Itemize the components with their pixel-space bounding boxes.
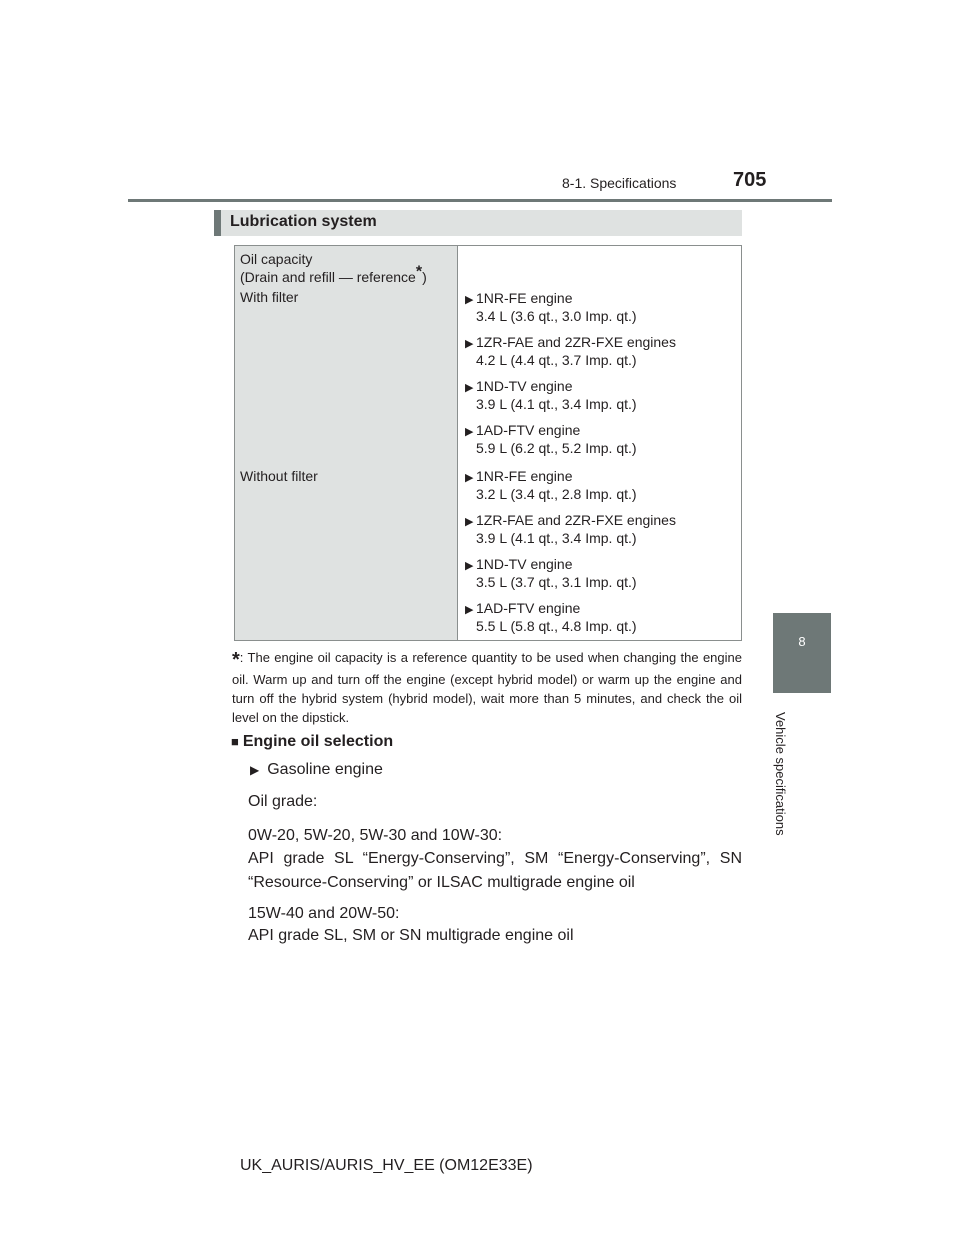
header-rule: [128, 199, 832, 202]
arrow-icon: ▶: [465, 338, 474, 350]
grade2-viscosity: 15W-40 and 20W-50:: [248, 905, 400, 922]
oil-capacity-label: Oil capacity: [240, 251, 313, 267]
table-label-column: [235, 246, 458, 640]
arrow-icon: ▶: [250, 763, 260, 777]
without-filter-label: Without filter: [240, 468, 318, 484]
footer-doc-id: UK_AURIS/AURIS_HV_EE (OM12E33E): [240, 1157, 533, 1174]
chapter-tab-label-text: Vehicle specifications: [773, 712, 788, 836]
arrow-icon: ▶: [465, 604, 474, 616]
arrow-icon: ▶: [465, 560, 474, 572]
arrow-icon: ▶: [465, 294, 474, 306]
section-header-bar: [214, 210, 221, 236]
bullet-icon: ■: [231, 734, 239, 749]
section-header: [214, 210, 742, 236]
footnote-text: : The engine oil capacity is a reference quantity to be used when changing the engine oil. Warm up and turn off the engine (except hybrid model) or warm up the engine and turn off the hybrid system (hybrid model), wait more than 5 minutes, and check the oil level on the dipstick.: [232, 650, 742, 725]
footnote: [232, 648, 742, 727]
chapter-tab-label: [760, 712, 830, 972]
with-filter-label: With filter: [240, 289, 299, 305]
gasoline-engine-subheading: ▶ Gasoline engine: [250, 761, 383, 778]
oil-grade-label: Oil grade:: [248, 793, 318, 810]
page-number: 705: [733, 169, 767, 191]
drain-refill-label: (Drain and refill — reference*): [240, 263, 427, 285]
grade2-spec: API grade SL, SM or SN multigrade engine oil: [248, 927, 574, 944]
arrow-icon: ▶: [465, 426, 474, 438]
header-section-title: 8-1. Specifications: [562, 175, 677, 191]
footnote-marker: *: [232, 649, 240, 671]
arrow-icon: ▶: [465, 516, 474, 528]
grade1-spec: API grade SL “Energy-Conserving”, SM “Energy-Conserving”, SN “Resource-Conserving” or ILSAC multigrade engine oil: [248, 850, 742, 891]
grade1-viscosity: 0W-20, 5W-20, 5W-30 and 10W-30:: [248, 827, 503, 844]
chapter-tab-number: 8: [798, 634, 806, 649]
arrow-icon: ▶: [465, 472, 474, 484]
chapter-tab: [773, 613, 831, 693]
section-title: Lubrication system: [230, 213, 377, 230]
arrow-icon: ▶: [465, 382, 474, 394]
oil-selection-heading: ■ Engine oil selection: [231, 733, 394, 750]
oil-capacity-table: Oil capacity (Drain and refill — reference*) With filter Without filter ▶ 1NR-FE engine 3.4 L (3.6 qt., 3.0 Imp. qt.) ▶ 1ZR-FAE and 2ZR-FXE engines 4.2 L (4.4 qt., 3.7 Imp. qt.) ▶ 1ND-TV engine 3.9 L (4.1 qt., 3.4 Imp. qt.) ▶ 1AD-FTV engine 5.9 L (6.2 qt., 5.2 Imp. qt.) ▶ 1NR-FE engine 3.2 L (3.4 qt., 2.8 Imp. qt.) ▶ 1ZR-FAE and 2ZR-FXE engines 3.9 L (4.1 qt., 3.4 Imp. qt.) ▶ 1ND-TV engine 3.5 L (3.7 qt., 3.1 Imp. qt.) ▶ 1AD-FTV engine 5.5 L (5.8 qt., 4.8 Imp. qt.): [234, 245, 742, 641]
